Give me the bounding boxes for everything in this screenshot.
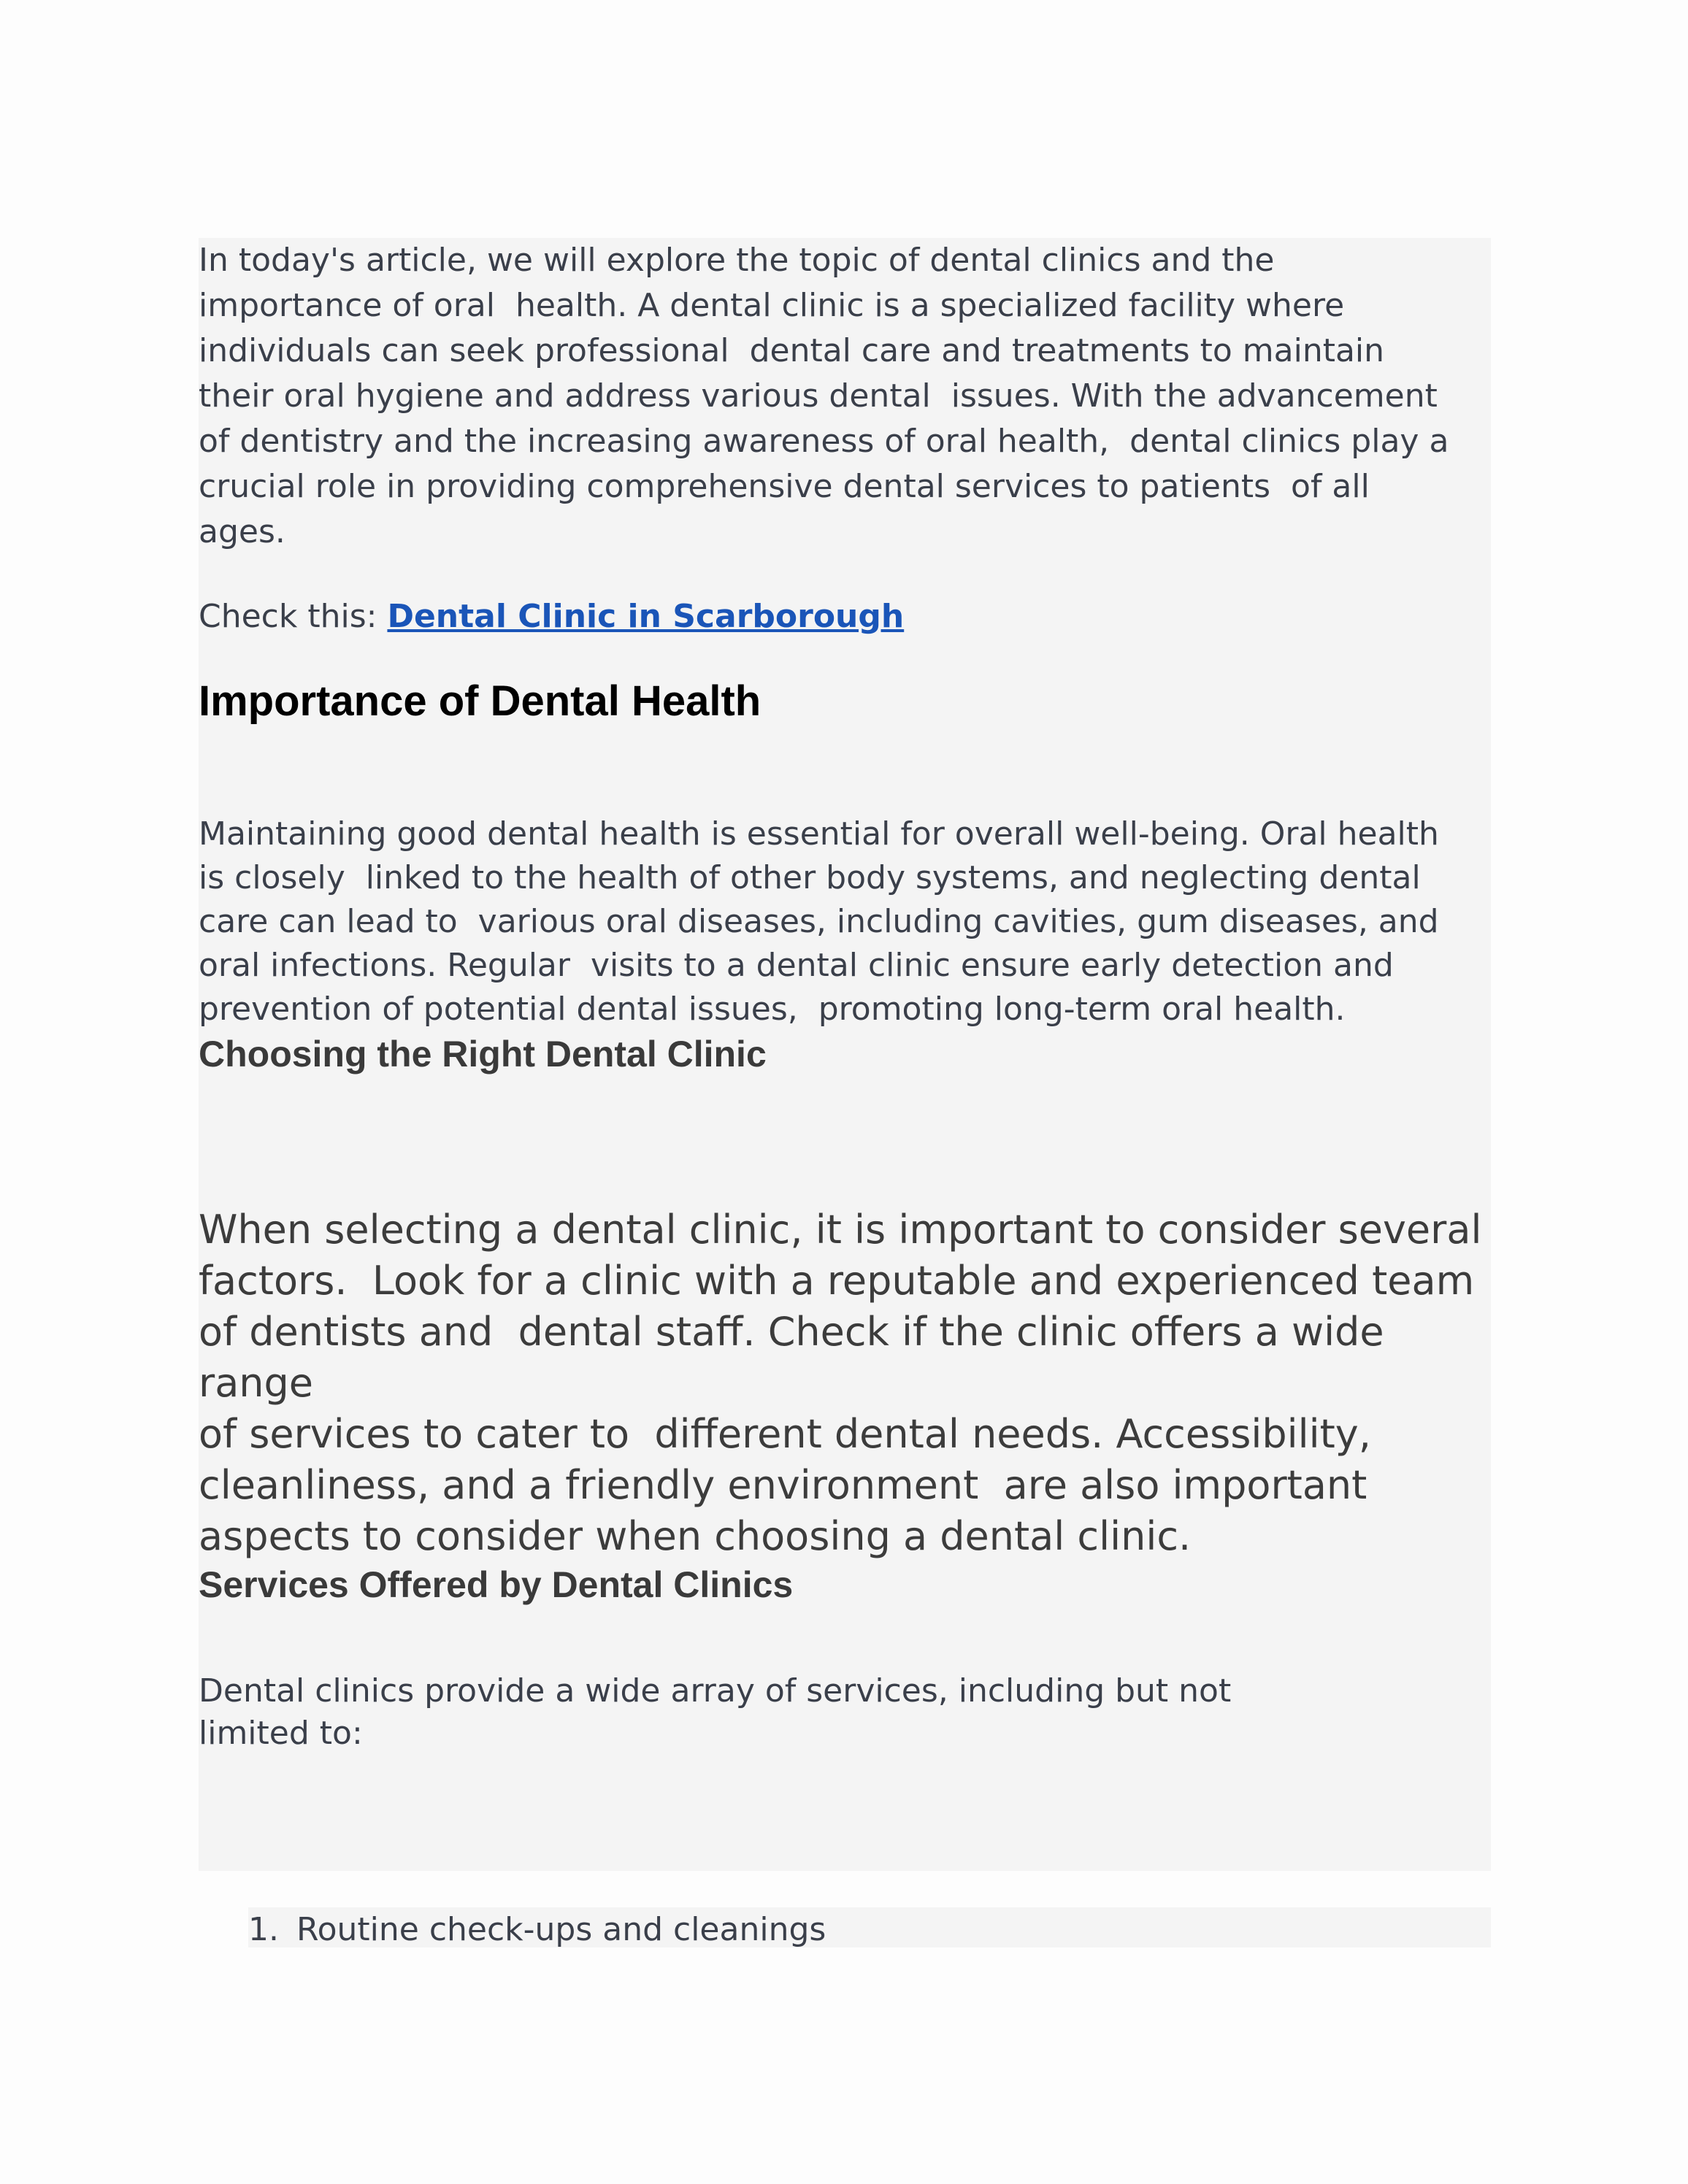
dental-clinic-scarborough-link[interactable]: Dental Clinic in Scarborough xyxy=(387,598,905,635)
check-this-line xyxy=(199,594,1491,639)
services-list xyxy=(248,1907,826,1953)
services-paragraph: Dental clinics provide a wide array of services, including but not limited to: xyxy=(199,1672,1232,1752)
importance-paragraph: Maintaining good dental health is essential for overall well-being. Oral health is closely linked to the health of other body systems, and neglecting dental care can lead to various oral diseases, including cavities, gum diseases, and oral infections. Regular visits to a dental clinic ensure early detection and prevention of potential dental issues, promoting long-term oral health. xyxy=(199,815,1439,1028)
check-prefix: Check this: xyxy=(199,598,388,635)
article-content xyxy=(199,238,1491,1755)
list-item xyxy=(248,1907,826,1953)
choosing-paragraph: When selecting a dental clinic, it is important to consider several factors. Look for a clinic with a reputable and experienced team of dentists and dental staff. Check if the clinic offers a wide range of services to cater to different dental needs. Accessibility, cleanliness, and a friendly environment are also important aspects to consider when choosing a dental clinic. xyxy=(199,1207,1482,1559)
heading-choosing: Choosing the Right Dental Clinic xyxy=(199,1034,767,1074)
heading-services: Services Offered by Dental Clinics xyxy=(199,1564,794,1605)
intro-paragraph: In today's article, we will explore the topic of dental clinics and the importance of oral health. A dental clinic is a specialized facility where individuals can seek professional dental care and treatments to maintain their oral hygiene and address various dental issues. With the advancement of dentistry and the increasing awareness of oral health, dental clinics play a crucial role in providing comprehensive dental services to patients of all ages. xyxy=(199,242,1449,550)
list-item-text: Routine check-ups and cleanings xyxy=(296,1911,826,1948)
heading-importance: Importance of Dental Health xyxy=(199,677,761,725)
list-item-number: 1. xyxy=(248,1911,279,1948)
